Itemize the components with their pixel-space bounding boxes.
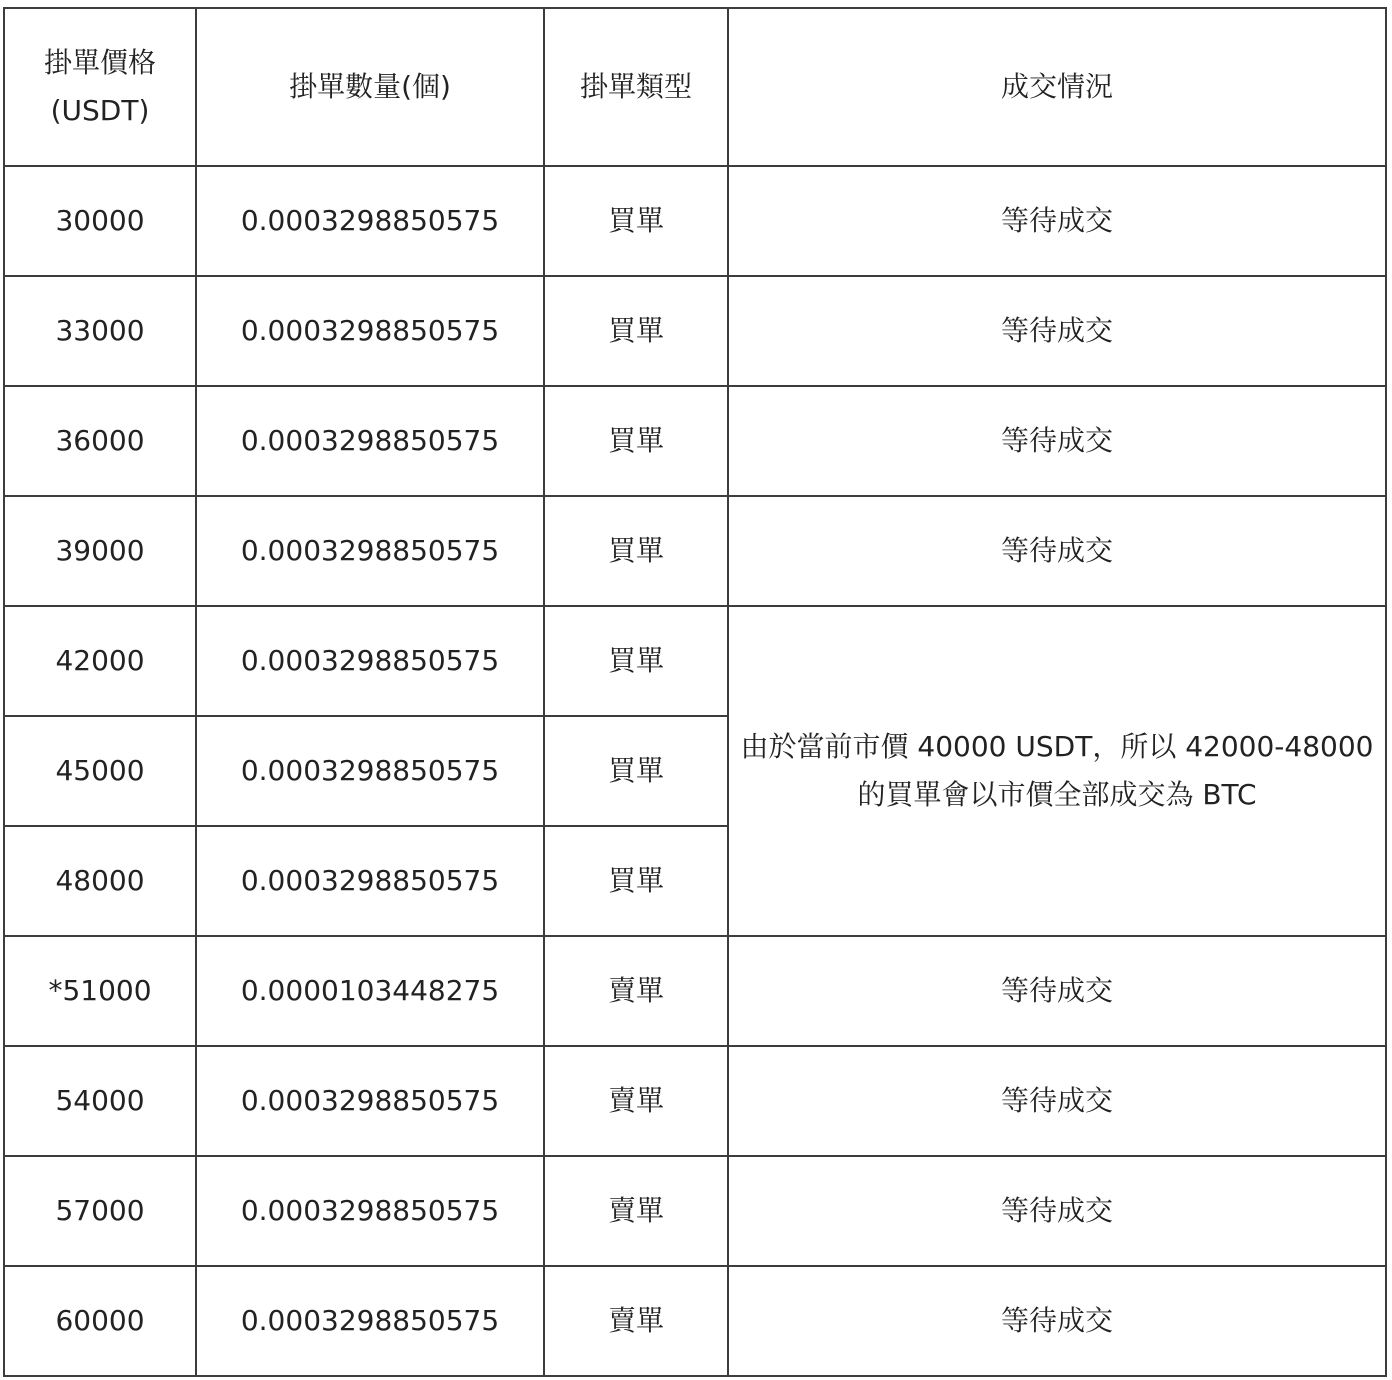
cell-quantity: 0.0003298850575 <box>196 276 544 386</box>
cell-type: 賣單 <box>544 1266 728 1376</box>
merged-status-note: 由於當前市價 40000 USDT，所以 42000-48000 的買單會以市價全部成交為 BTC <box>728 606 1386 936</box>
table-row <box>4 1046 1386 1156</box>
cell-quantity: 0.0003298850575 <box>196 496 544 606</box>
cell-quantity: 0.0003298850575 <box>196 716 544 826</box>
cell-status: 等待成交 <box>728 276 1386 386</box>
table-row <box>4 606 1386 716</box>
cell-price: 36000 <box>4 386 196 496</box>
cell-price: 57000 <box>4 1156 196 1266</box>
cell-type: 買單 <box>544 826 728 936</box>
cell-status: 等待成交 <box>728 1046 1386 1156</box>
cell-type: 賣單 <box>544 1046 728 1156</box>
header-type: 掛單類型 <box>544 8 728 166</box>
cell-price: 45000 <box>4 716 196 826</box>
cell-price: 39000 <box>4 496 196 606</box>
header-quantity: 掛單數量(個) <box>196 8 544 166</box>
cell-price: *51000 <box>4 936 196 1046</box>
cell-price: 42000 <box>4 606 196 716</box>
cell-price: 30000 <box>4 166 196 276</box>
cell-type: 賣單 <box>544 1156 728 1266</box>
cell-type: 買單 <box>544 276 728 386</box>
cell-status: 等待成交 <box>728 936 1386 1046</box>
table-row <box>4 166 1386 276</box>
grid-order-table <box>3 7 1387 1377</box>
cell-quantity: 0.0003298850575 <box>196 166 544 276</box>
table-row <box>4 936 1386 1046</box>
cell-price: 60000 <box>4 1266 196 1376</box>
cell-status: 等待成交 <box>728 1266 1386 1376</box>
header-row <box>4 8 1386 166</box>
table-row <box>4 386 1386 496</box>
cell-quantity: 0.0003298850575 <box>196 386 544 496</box>
cell-type: 買單 <box>544 496 728 606</box>
table-row <box>4 1266 1386 1376</box>
cell-quantity: 0.0003298850575 <box>196 1046 544 1156</box>
table-row <box>4 276 1386 386</box>
cell-quantity: 0.0003298850575 <box>196 1156 544 1266</box>
cell-type: 買單 <box>544 716 728 826</box>
header-status: 成交情況 <box>728 8 1386 166</box>
table-row <box>4 496 1386 606</box>
cell-price: 54000 <box>4 1046 196 1156</box>
header-price-unit: (USDT) <box>50 94 150 127</box>
cell-type: 買單 <box>544 166 728 276</box>
cell-quantity: 0.0003298850575 <box>196 826 544 936</box>
table-row <box>4 1156 1386 1266</box>
cell-price: 33000 <box>4 276 196 386</box>
cell-status: 等待成交 <box>728 166 1386 276</box>
cell-status: 等待成交 <box>728 1156 1386 1266</box>
cell-quantity: 0.0003298850575 <box>196 1266 544 1376</box>
header-price-label: 掛單價格 <box>43 46 156 79</box>
header-price <box>4 8 196 166</box>
cell-status: 等待成交 <box>728 496 1386 606</box>
cell-type: 賣單 <box>544 936 728 1046</box>
cell-type: 買單 <box>544 606 728 716</box>
cell-price: 48000 <box>4 826 196 936</box>
cell-status: 等待成交 <box>728 386 1386 496</box>
cell-type: 買單 <box>544 386 728 496</box>
cell-quantity: 0.0000103448275 <box>196 936 544 1046</box>
cell-quantity: 0.0003298850575 <box>196 606 544 716</box>
